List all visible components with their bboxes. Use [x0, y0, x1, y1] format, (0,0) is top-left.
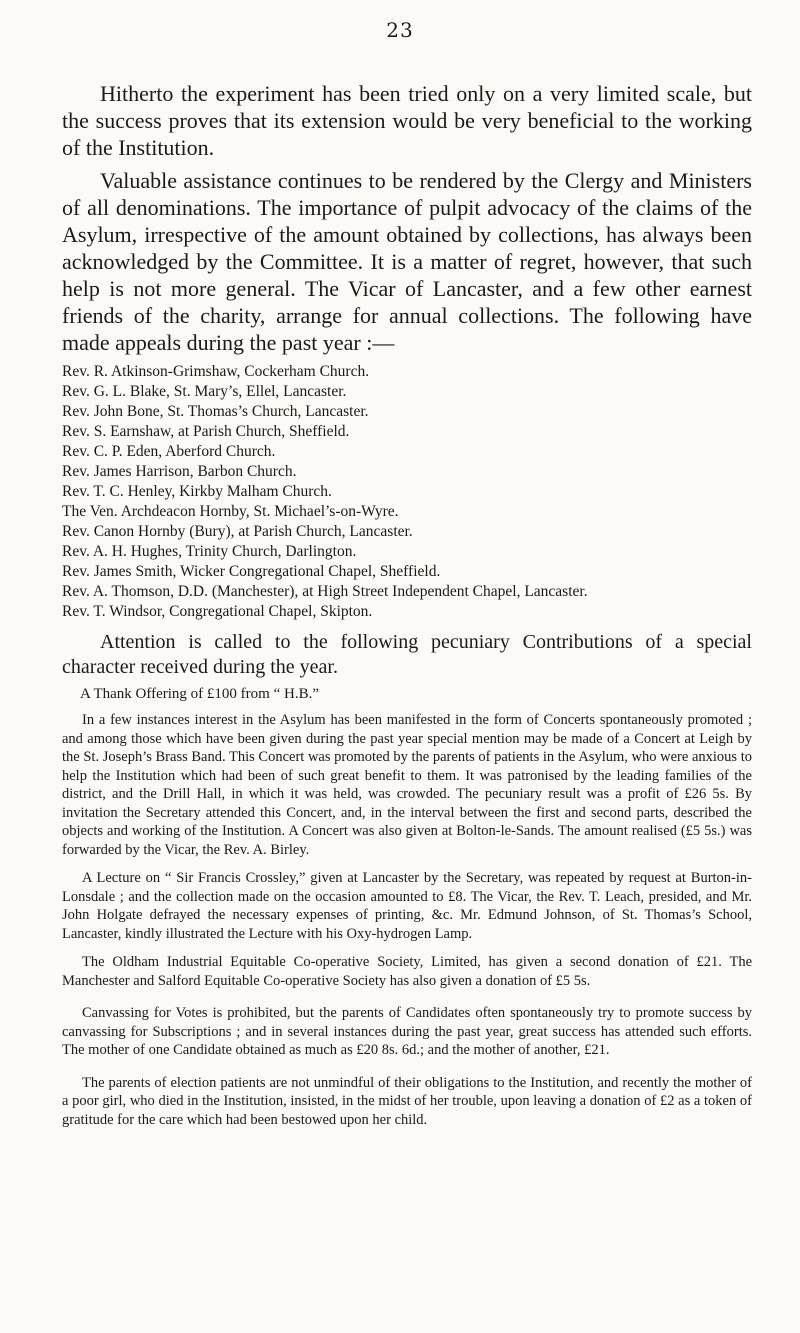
list-item: The Ven. Archdeacon Hornby, St. Michael’s-on-Wyre.: [62, 503, 399, 520]
paragraph-experiment: Hitherto the experiment has been tried only on a very limited scale, but the success proves that its extension would be very beneficial to the working of the Institution.: [62, 81, 752, 160]
list-item: Rev. A. Thomson, D.D. (Manchester), at High Street Independent Chapel, Lancaster.: [62, 583, 588, 600]
paragraph-canvassing: Canvassing for Votes is prohibited, but the parents of Candidates often spontaneously try to promote success by canvassing for Subscriptions ; and in several instances during the past year, great success has attended such efforts. The mother of one Candidate obtained as much as £20 8s. 6d.; and the mother of another, £21.: [62, 1005, 752, 1058]
list-item: Rev. Canon Hornby (Bury), at Parish Church, Lancaster.: [62, 523, 413, 540]
list-item: Rev. R. Atkinson-Grimshaw, Cockerham Church.: [62, 363, 370, 380]
list-item: Rev. T. Windsor, Congregational Chapel, Skipton.: [62, 603, 373, 620]
clergy-list: [62, 362, 752, 622]
paragraph-parents: The parents of election patients are not unmindful of their obligations to the Institution, and recently the mother of a poor girl, who died in the Institution, insisted, in the midst of her trouble, upon leaving a donation of £2 as a token of gratitude for the care which had been bestowed upon her child.: [62, 1074, 752, 1128]
list-item: Rev. G. L. Blake, St. Mary’s, Ellel, Lancaster.: [62, 383, 347, 400]
paragraph-concerts: In a few instances interest in the Asylum has been manifested in the form of Concerts spontaneously promoted ; and among those which have been given during the past year special mention may be made of a Concert at Leigh by the St. Joseph’s Brass Band. This Concert was promoted by the parents of patients in the Asylum, who were anxious to help the Institution which had been of such great benefit to them. It was patronised by the leading families of the district, and the Drill Hall, in which it was held, was crowded. The pecuniary result was a profit of £26 5s. By invitation the Secretary attended this Concert, and, in the interval between the first and second parts, described the objects and working of the Institution. A Concert was also given at Bolton-le-Sands. The amount realised (£5 5s.) was forwarded by the Vicar, the Rev. A. Birley.: [62, 712, 752, 858]
paragraph-lecture: A Lecture on “ Sir Francis Crossley,” given at Lancaster by the Secretary, was repeated by request at Burton-in-Lonsdale ; and the collection made on the occasion amounted to £8. The Vicar, the Rev. T. Leach, presided, and Mr. John Holgate defrayed the necessary expenses of printing, &c. Mr. Edmund Johnson, of St. Thomas’s School, Lancaster, kindly illustrated the Lecture with his Oxy-hydrogen Lamp.: [62, 870, 752, 942]
list-item: Rev. James Smith, Wicker Congregational Chapel, Sheffield.: [62, 563, 441, 580]
list-item: Rev. C. P. Eden, Aberford Church.: [62, 443, 276, 460]
list-item: Rev. James Harrison, Barbon Church.: [62, 463, 297, 480]
attention-heading: Attention is called to the following pecuniary Contributions of a special character received during the year.: [62, 631, 752, 678]
thank-offering: A Thank Offering of £100 from “ H.B.”: [80, 686, 319, 702]
paragraph-cooperative: The Oldham Industrial Equitable Co-operative Society, Limited, has given a second donation of £21. The Manchester and Salford Equitable Co-operative Society has also given a donation of £5 5s.: [62, 954, 752, 989]
page-number: 23: [386, 18, 414, 42]
list-item: Rev. A. H. Hughes, Trinity Church, Darlington.: [62, 543, 357, 560]
list-item: Rev. T. C. Henley, Kirkby Malham Church.: [62, 483, 332, 500]
list-item: Rev. John Bone, St. Thomas’s Church, Lancaster.: [62, 403, 369, 420]
paragraph-clergy-assistance: Valuable assistance continues to be rendered by the Clergy and Ministers of all denominations. The importance of pulpit advocacy of the claims of the Asylum, irrespective of the amount obtained by collections, has always been acknowledged by the Committee. It is a matter of regret, however, that such help is not more general. The Vicar of Lancaster, and a few other earnest friends of the charity, arrange for annual collections. The following have made appeals during the past year :—: [62, 168, 752, 355]
list-item: Rev. S. Earnshaw, at Parish Church, Sheffield.: [62, 423, 350, 440]
page-body: [62, 80, 752, 1139]
